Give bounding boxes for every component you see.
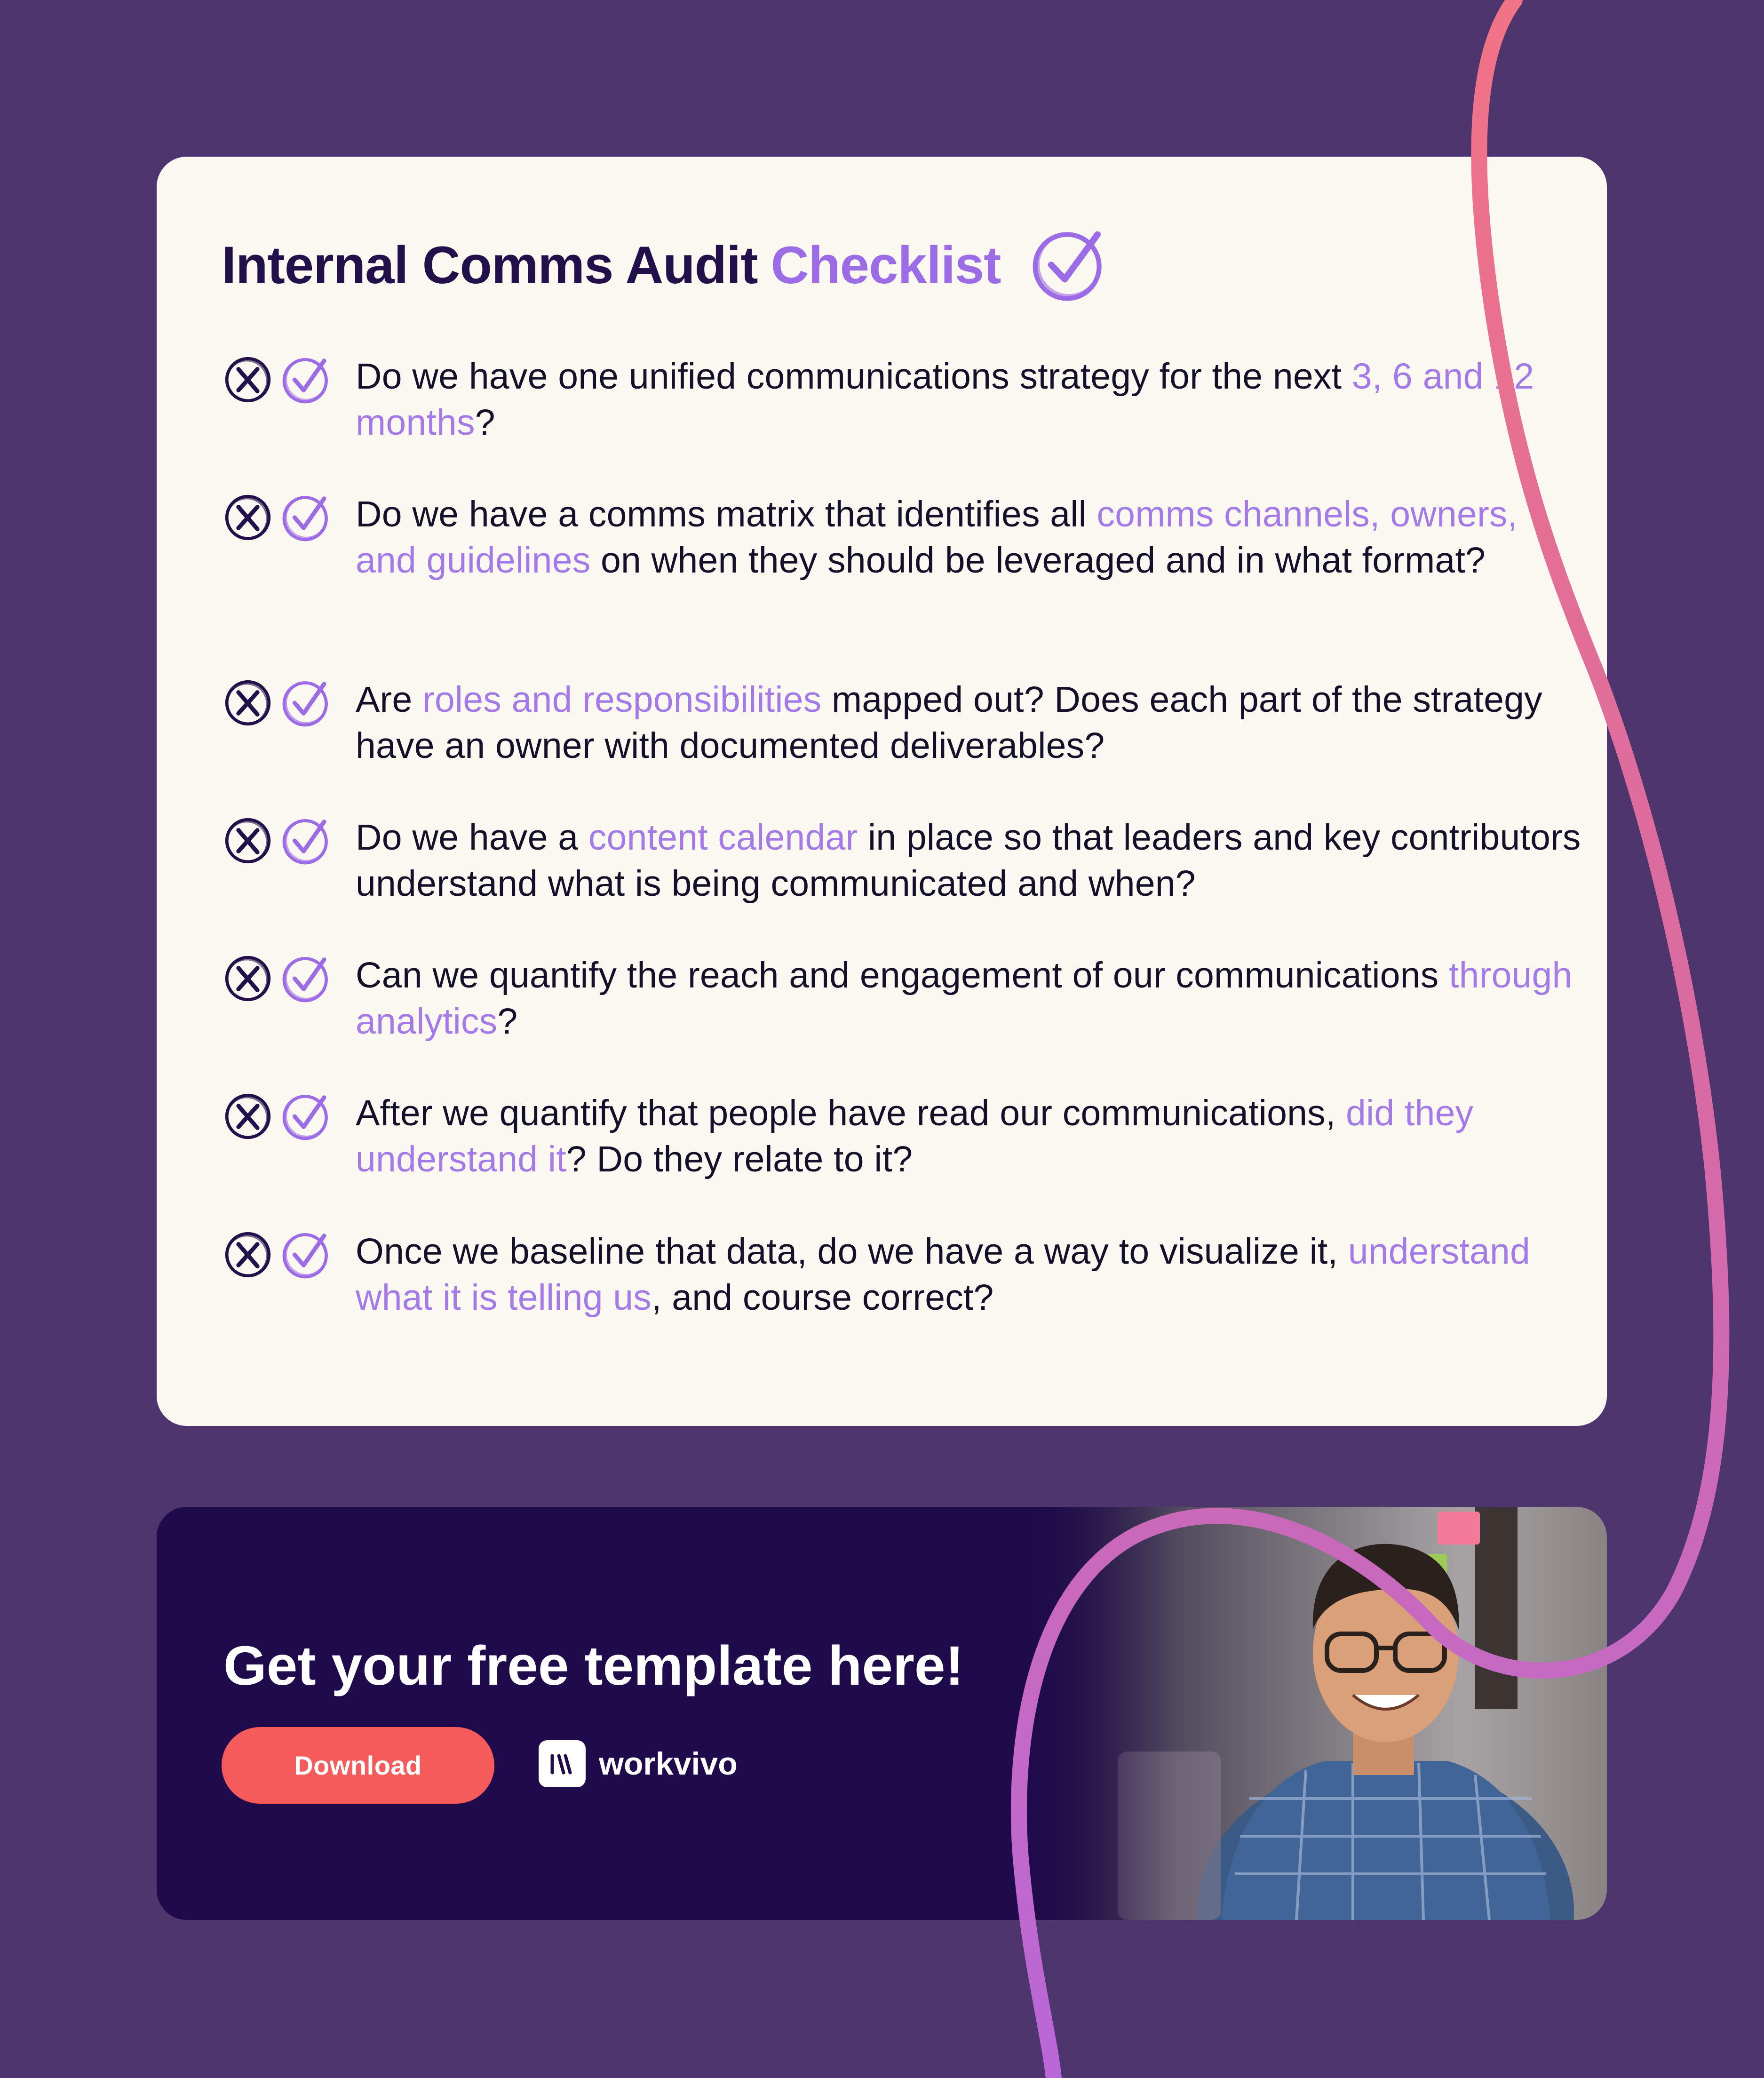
check-circle-icon[interactable] — [280, 677, 333, 729]
x-circle-icon[interactable] — [222, 353, 274, 406]
check-circle-icon[interactable] — [280, 952, 333, 1005]
x-circle-icon[interactable] — [222, 677, 274, 729]
item-text-segment: Once we baseline that data, do we have a way to visualize it, — [356, 1231, 1348, 1272]
item-toggle-icons — [222, 677, 333, 729]
check-circle-icon — [1029, 225, 1109, 305]
x-circle-icon[interactable] — [222, 1228, 274, 1281]
title-main: Internal Comms Audit — [222, 235, 758, 295]
title-accent: Checklist — [771, 235, 1001, 295]
item-text-segment: ? — [475, 402, 495, 443]
item-toggle-icons — [222, 1228, 333, 1281]
item-toggle-icons — [222, 491, 333, 544]
check-circle-icon[interactable] — [280, 1228, 333, 1281]
x-circle-icon[interactable] — [222, 491, 274, 544]
item-text-segment: in place so that leaders and key contributors understand what is being communicated and when? — [356, 817, 1581, 904]
check-circle-icon[interactable] — [280, 814, 333, 867]
item-toggle-icons — [222, 1090, 333, 1143]
check-circle-icon[interactable] — [280, 1090, 333, 1143]
x-circle-icon[interactable] — [222, 952, 274, 1005]
brand-name: workvivo — [599, 1746, 738, 1782]
brand[interactable] — [539, 1740, 738, 1787]
item-text — [356, 814, 1588, 907]
item-highlight-text: through analytics — [356, 955, 1573, 1042]
item-text-segment: , and course correct? — [652, 1277, 994, 1318]
item-text-segment: ? Do they relate to it? — [566, 1139, 913, 1179]
item-text-segment: Do we have one unified communications strategy for the next — [356, 356, 1352, 397]
item-text-segment: After we quantify that people have read our communications, — [356, 1093, 1346, 1133]
check-circle-icon[interactable] — [280, 491, 333, 544]
item-toggle-icons — [222, 353, 333, 406]
checklist-card — [157, 157, 1607, 1426]
item-toggle-icons — [222, 814, 333, 867]
item-highlight-text: did they understand it — [356, 1093, 1474, 1179]
item-text-segment: Are — [356, 679, 423, 720]
item-text — [356, 1228, 1588, 1321]
banner-title: Get your free template here! — [223, 1635, 964, 1697]
x-circle-icon[interactable] — [222, 1090, 274, 1143]
workvivo-logo-icon — [539, 1740, 586, 1787]
item-highlight-text: content calendar — [588, 817, 858, 858]
person-illustration — [1024, 1507, 1607, 1920]
item-text-segment: Do we have a — [356, 817, 588, 858]
cta-banner — [157, 1507, 1607, 1920]
x-circle-icon[interactable] — [222, 814, 274, 867]
item-text-segment: mapped out? Does each part of the strategy have an owner with documented deliverables? — [356, 679, 1542, 766]
item-highlight-text: roles and responsibilities — [422, 679, 822, 720]
item-text — [356, 491, 1588, 583]
item-text-segment: Can we quantify the reach and engagement of our communications — [356, 955, 1449, 995]
person-photo — [1024, 1507, 1607, 1920]
item-text — [356, 1090, 1588, 1182]
item-text-segment: Do we have a comms matrix that identifies all — [356, 494, 1097, 534]
item-text — [356, 952, 1588, 1044]
checklist-title — [222, 225, 1109, 305]
item-highlight-text: comms channels, owners, and guidelines — [356, 494, 1518, 581]
item-text — [356, 677, 1588, 769]
item-highlight-text: 3, 6 and 12 months — [356, 356, 1534, 443]
check-circle-icon[interactable] — [280, 353, 333, 406]
item-text-segment: ? — [497, 1001, 518, 1042]
item-text-segment: on when they should be leveraged and in what format? — [590, 540, 1486, 581]
item-text — [356, 353, 1588, 446]
item-toggle-icons — [222, 952, 333, 1005]
download-button[interactable]: Download — [222, 1727, 494, 1804]
item-highlight-text: understand what it is telling us — [356, 1231, 1531, 1318]
